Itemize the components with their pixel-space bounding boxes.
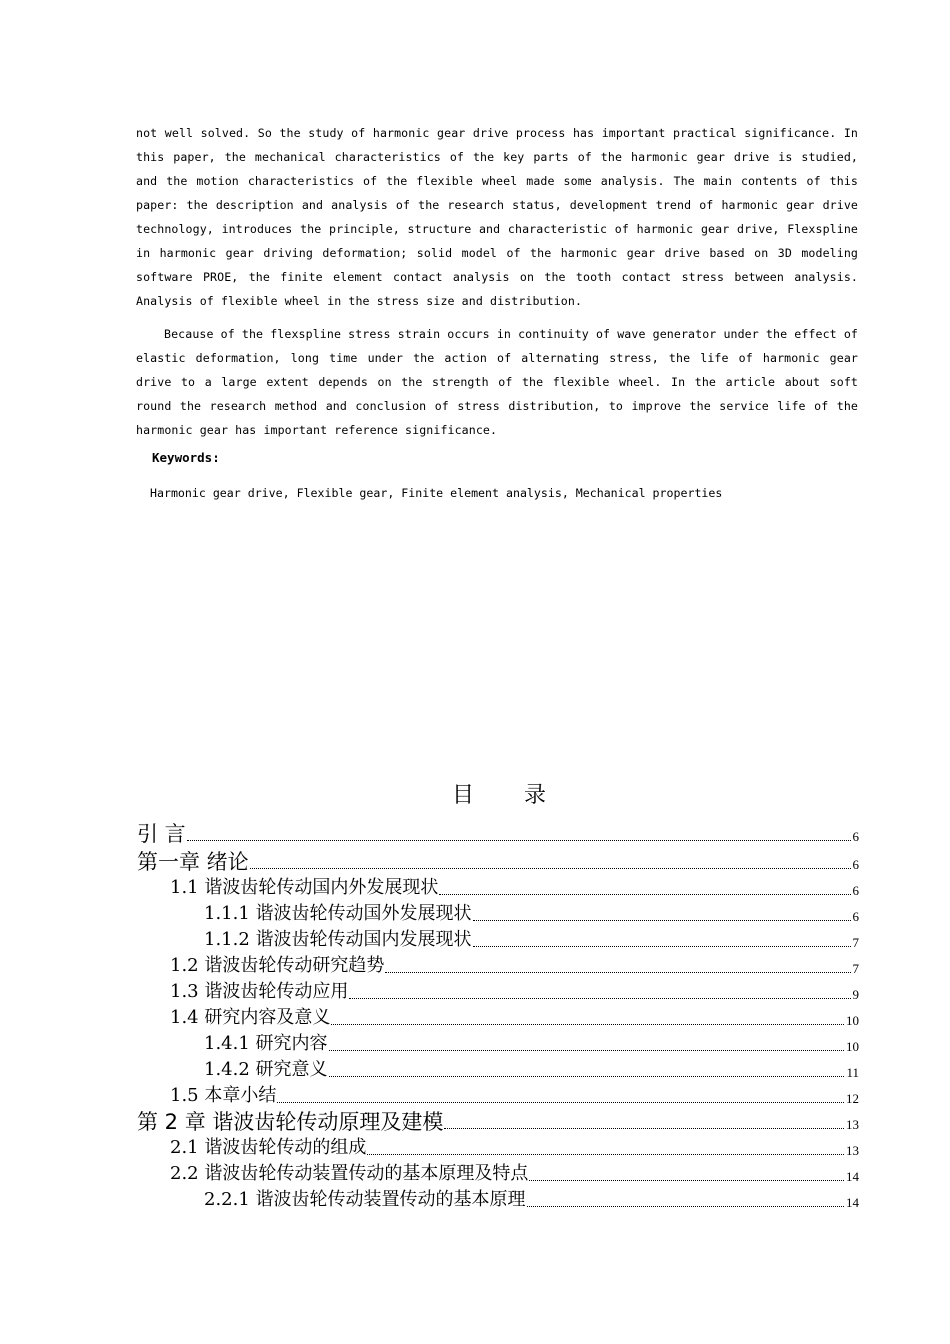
toc-title-left: 目 bbox=[452, 783, 475, 808]
toc-entry[interactable] bbox=[170, 977, 859, 1003]
toc-entry-page: 13 bbox=[846, 1143, 859, 1158]
toc-title bbox=[452, 778, 546, 809]
toc-entry-page: 12 bbox=[846, 1091, 859, 1106]
toc-entry-text: 1.4.2 研究意义 bbox=[204, 1059, 328, 1080]
toc-entry-text: 2.1 谐波齿轮传动的组成 bbox=[170, 1137, 367, 1158]
toc-entry[interactable] bbox=[137, 819, 859, 845]
toc-leader bbox=[385, 972, 850, 973]
toc-leader bbox=[331, 1024, 844, 1025]
toc-entry[interactable] bbox=[204, 1055, 859, 1081]
toc-entry-text: 1.2 谐波齿轮传动研究趋势 bbox=[170, 955, 385, 976]
toc-leader bbox=[527, 1206, 844, 1207]
toc-leader bbox=[473, 946, 851, 947]
toc-entry-page: 6 bbox=[852, 857, 859, 872]
toc-entry-page: 10 bbox=[846, 1039, 859, 1054]
toc-entry-text: 1.1 谐波齿轮传动国内外发展现状 bbox=[170, 877, 439, 898]
toc-leader bbox=[329, 1050, 844, 1051]
toc-entry-page: 13 bbox=[846, 1117, 859, 1132]
toc-leader bbox=[529, 1180, 844, 1181]
toc-entry-page: 6 bbox=[852, 909, 859, 924]
toc-entry[interactable] bbox=[170, 1133, 859, 1159]
toc-entry[interactable] bbox=[204, 1029, 859, 1055]
toc-entry[interactable] bbox=[204, 899, 859, 925]
toc-leader bbox=[439, 894, 850, 895]
toc-entry-page: 10 bbox=[846, 1013, 859, 1028]
toc-leader bbox=[349, 998, 850, 999]
toc-entry-page: 7 bbox=[852, 935, 859, 950]
toc-leader bbox=[367, 1154, 844, 1155]
toc-entry-text: 1.1.2 谐波齿轮传动国内发展现状 bbox=[204, 929, 472, 950]
toc-leader bbox=[250, 868, 851, 869]
toc-entry-page: 11 bbox=[846, 1065, 859, 1080]
toc-entry-page: 6 bbox=[852, 829, 859, 844]
abstract-body bbox=[136, 121, 858, 442]
toc-leader bbox=[187, 840, 851, 841]
toc-entry-text: 2.2.1 谐波齿轮传动装置传动的基本原理 bbox=[204, 1189, 526, 1210]
toc-entry-page: 6 bbox=[852, 883, 859, 898]
toc-entry-text: 引 言 bbox=[137, 822, 186, 846]
toc-entry-text: 1.4.1 研究内容 bbox=[204, 1033, 328, 1054]
toc-entry[interactable] bbox=[170, 1159, 859, 1185]
toc-entry[interactable] bbox=[137, 847, 859, 873]
toc-entry[interactable] bbox=[170, 1003, 859, 1029]
toc-entry-page: 14 bbox=[846, 1195, 859, 1210]
toc-leader bbox=[444, 1128, 844, 1129]
toc-title-right: 录 bbox=[524, 783, 547, 808]
toc-entry[interactable] bbox=[204, 1185, 859, 1211]
abstract-paragraph-1: not well solved. So the study of harmonic gear drive process has important practical significance. In this paper, the mechanical characteristics of the key parts of the harmonic gear drive is studied, and the motion characteristics of the flexible wheel made some analysis. The main contents of this paper: the description and analysis of the research status, development trend of harmonic gear drive technology, introduces the principle, structure and characteristic of harmonic gear drive, Flexspline in harmonic gear driving deformation; solid model of the harmonic gear drive based on 3D modeling software PROE, the finite element contact analysis on the tooth contact stress between analysis. Analysis of flexible wheel in the stress size and distribution. bbox=[136, 126, 858, 308]
toc-entry-text: 1.3 谐波齿轮传动应用 bbox=[170, 981, 349, 1002]
toc-entry-text: 1.4 研究内容及意义 bbox=[170, 1007, 331, 1028]
toc-entry[interactable] bbox=[204, 925, 859, 951]
keywords-label: Keywords: bbox=[152, 450, 220, 465]
toc-entry-text: 第 2 章 谐波齿轮传动原理及建模 bbox=[137, 1110, 444, 1134]
toc-entry-page: 7 bbox=[852, 961, 859, 976]
toc-entry[interactable] bbox=[137, 1107, 859, 1133]
keywords-text: Harmonic gear drive, Flexible gear, Finite element analysis, Mechanical properties bbox=[150, 486, 723, 500]
toc-entry[interactable] bbox=[170, 1081, 859, 1107]
toc-entry[interactable] bbox=[170, 873, 859, 899]
toc-leader bbox=[277, 1102, 844, 1103]
abstract-paragraph-2: Because of the flexspline stress strain occurs in continuity of wave generator under the effect of elastic deformation, long time under the action of alternating stress, the life of harmonic gear drive to a large extent depends on the strength of the flexible wheel. In the article about soft round the research method and conclusion of stress distribution, to improve the service life of the harmonic gear has important reference significance. bbox=[136, 327, 858, 437]
toc-leader bbox=[329, 1076, 845, 1077]
toc-entry-page: 9 bbox=[852, 987, 859, 1002]
toc-entry[interactable] bbox=[170, 951, 859, 977]
toc-entry-page: 14 bbox=[846, 1169, 859, 1184]
toc-entry-text: 1.5 本章小结 bbox=[170, 1085, 277, 1106]
toc-entry-text: 2.2 谐波齿轮传动装置传动的基本原理及特点 bbox=[170, 1163, 529, 1184]
toc-entry-text: 第一章 绪论 bbox=[137, 850, 249, 874]
toc-entry-text: 1.1.1 谐波齿轮传动国外发展现状 bbox=[204, 903, 472, 924]
toc-leader bbox=[473, 920, 851, 921]
